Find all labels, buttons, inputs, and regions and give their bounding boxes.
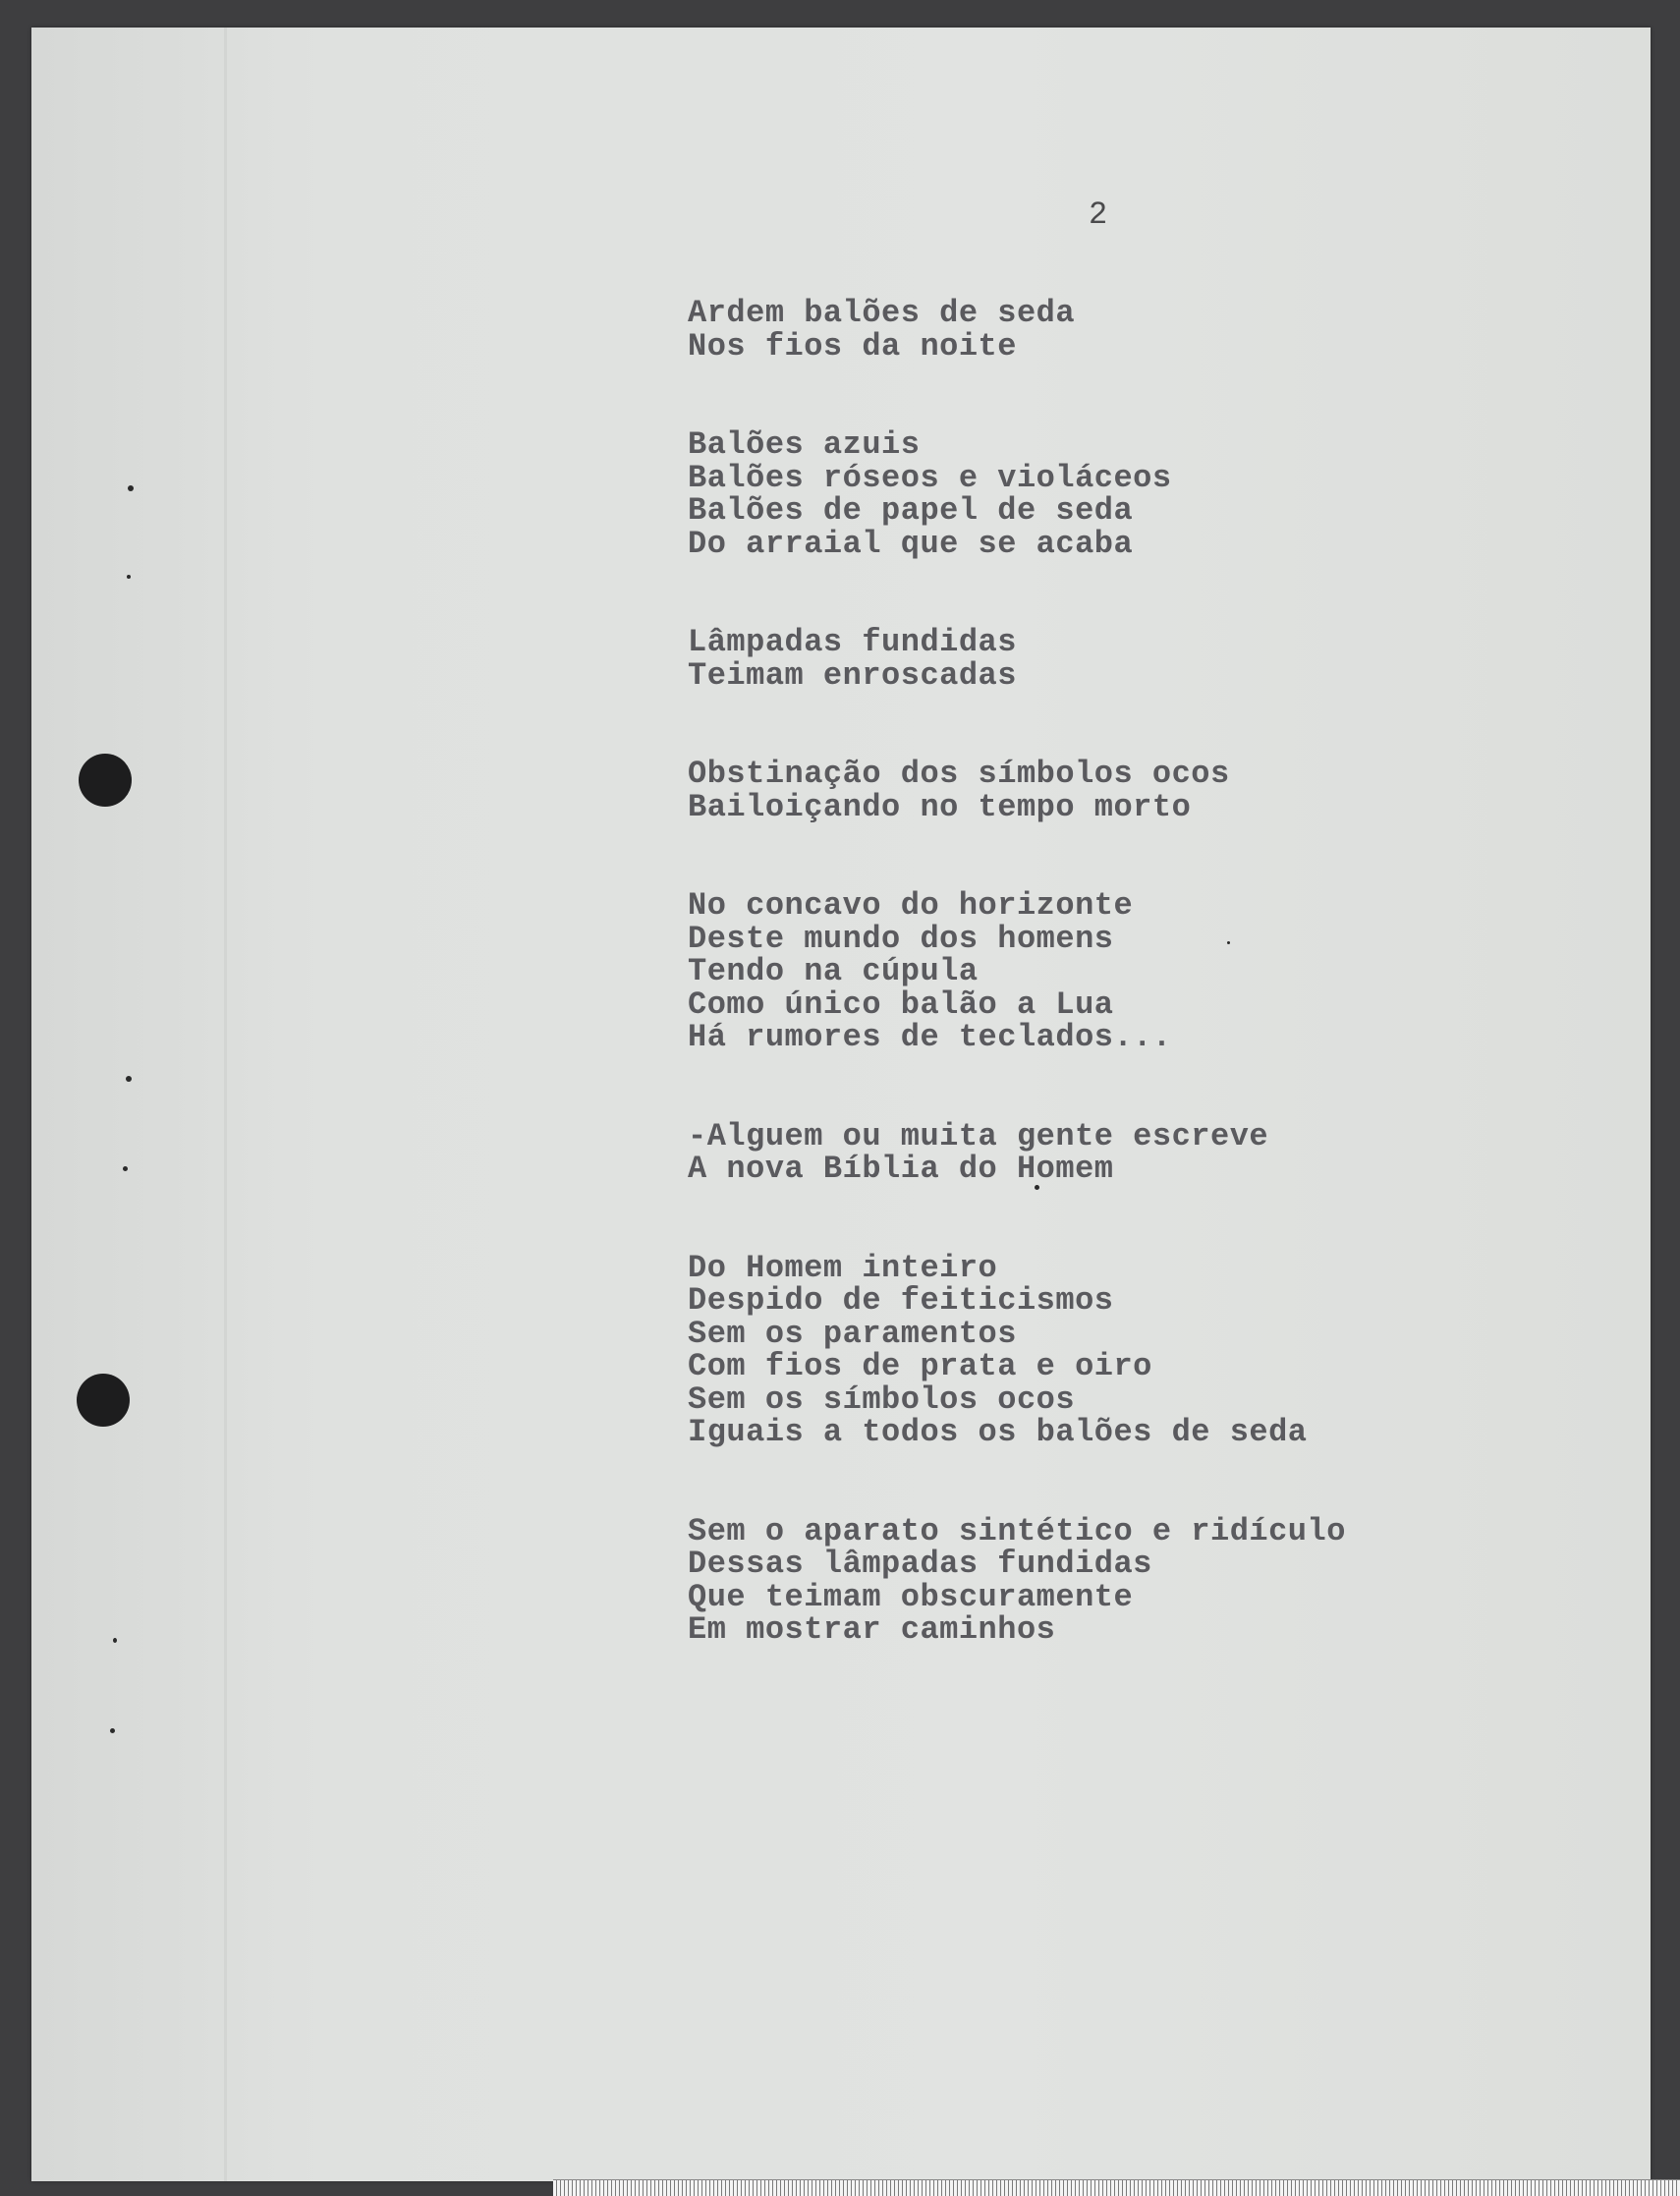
poem-line: Balões de papel de seda — [688, 492, 1134, 529]
margin-mark — [113, 1638, 117, 1643]
stanza-5 — [688, 889, 1631, 1054]
margin-mark — [110, 1728, 115, 1733]
poem-line: Do arraial que se acaba — [688, 525, 1134, 562]
poem-line: Em mostrar caminhos — [688, 1611, 1056, 1648]
poem-line: Sem o aparato sintético e ridículo — [688, 1512, 1346, 1549]
stanza-4 — [688, 758, 1631, 823]
poem-line: Lâmpadas fundidas — [688, 624, 1017, 660]
poem-line: Balões róseos e violáceos — [688, 459, 1172, 496]
poem-line: Deste mundo dos homens — [688, 920, 1114, 957]
poem-line: Bailoiçando no tempo morto — [688, 788, 1192, 825]
poem-line: Balões azuis — [688, 426, 921, 463]
stanza-6 — [688, 1117, 1631, 1187]
poem-line: Com fios de prata e oiro — [688, 1348, 1152, 1384]
stanza-1 — [688, 297, 1631, 363]
stanza-3 — [688, 626, 1631, 692]
poem — [688, 297, 1631, 1713]
poem-line: Sem os símbolos ocos — [688, 1380, 1076, 1418]
poem-line: Do Homem inteiro — [688, 1249, 998, 1286]
poem-line: Despido de feiticismos — [688, 1282, 1114, 1319]
margin-mark — [128, 485, 134, 491]
paper-fold-shadow — [224, 28, 227, 2181]
poem-line: Iguais a todos os balões de seda — [688, 1414, 1308, 1450]
page-number: 2 — [1089, 197, 1108, 233]
stanza-2 — [688, 428, 1631, 560]
poem-line: Há rumores de teclados... — [688, 1019, 1172, 1055]
poem-line: Dessas lâmpadas fundidas — [688, 1546, 1152, 1582]
punch-hole-bottom — [77, 1374, 130, 1427]
poem-line: -Alguem ou muita gente escreve — [688, 1117, 1269, 1154]
poem-line: Tendo na cúpula — [688, 953, 979, 989]
poem-line: Sem os paramentos — [688, 1315, 1017, 1352]
poem-line: Que teimam obscuramente — [688, 1578, 1134, 1615]
stanza-8 — [688, 1512, 1631, 1648]
poem-line: Nos fios da noite — [688, 327, 1017, 365]
poem-line: Ardem balões de seda — [688, 295, 1076, 331]
poem-line: A nova Bíblia do Homem — [688, 1151, 1114, 1187]
poem-line: Obstinação dos símbolos ocos — [688, 756, 1230, 792]
stanza-7 — [688, 1249, 1631, 1450]
poem-line: Teimam enroscadas — [688, 656, 1017, 694]
punch-hole-top — [79, 754, 132, 807]
scan-scale-ruler — [553, 2179, 1680, 2196]
margin-mark — [126, 1076, 132, 1082]
poem-line: No concavo do horizonte — [688, 887, 1134, 924]
poem-line: Como único balão a Lua — [688, 985, 1114, 1023]
margin-mark — [127, 575, 131, 579]
margin-mark — [123, 1166, 128, 1171]
